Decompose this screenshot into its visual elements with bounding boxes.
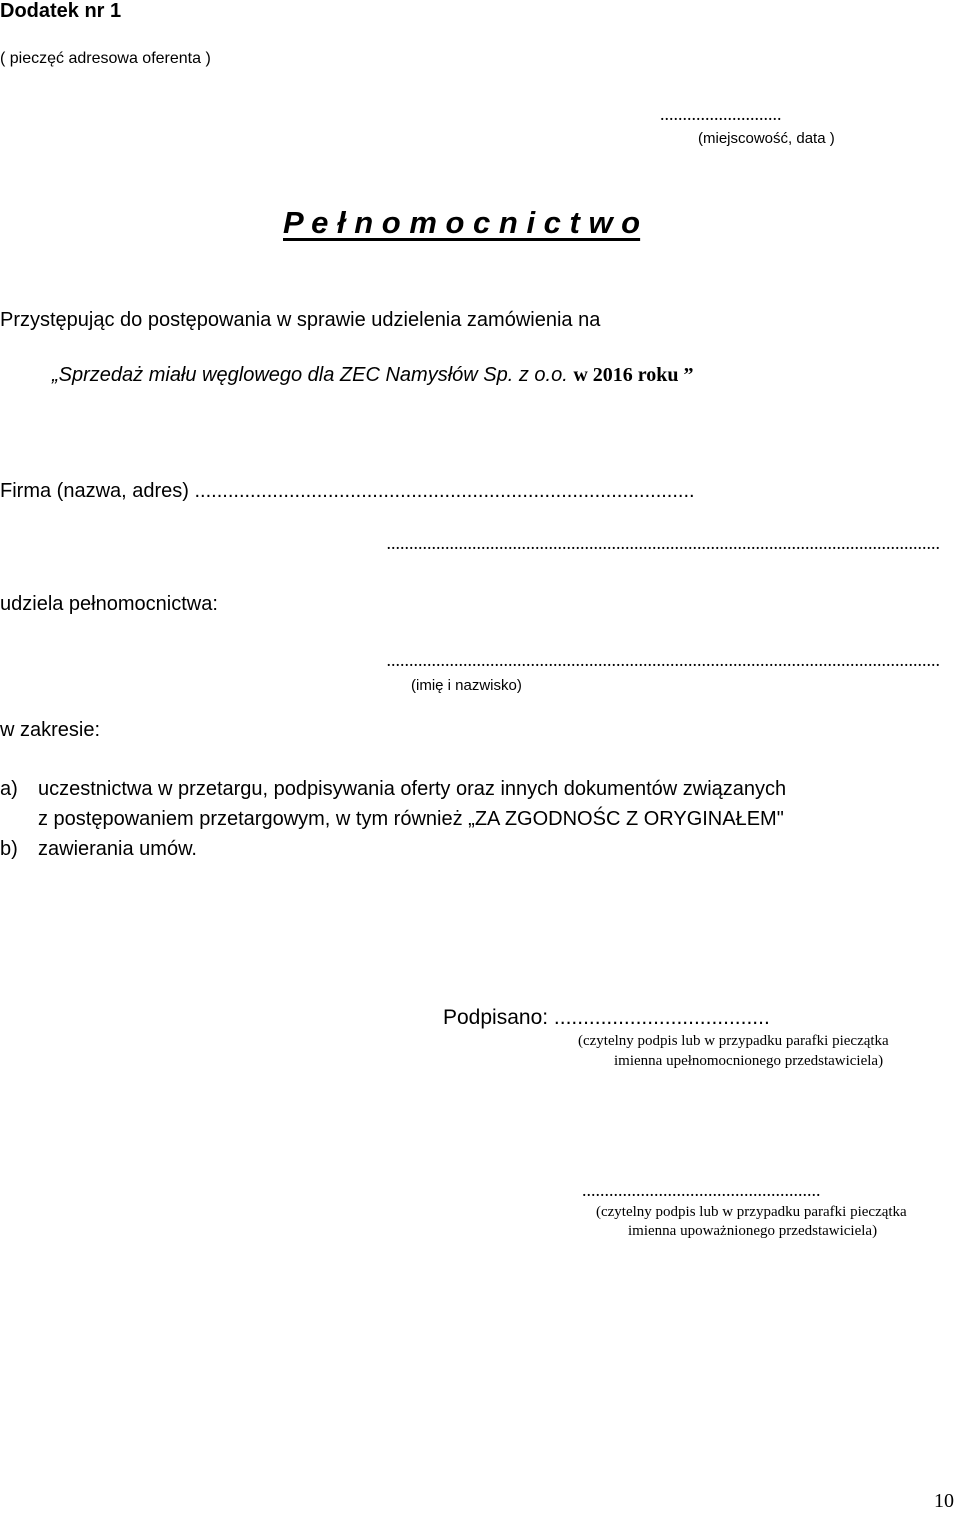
scope-item-a: [0, 778, 786, 801]
intro-text: Przystępując do postępowania w sprawie udzielenia zamówienia na: [0, 309, 601, 331]
scope-item-a-text: uczestnictwa w przetargu, podpisywania oferty oraz innych dokumentów związanych: [38, 778, 787, 800]
scope-item-b: [0, 838, 197, 861]
stamp-note: ( pieczęć adresowa oferenta ): [0, 50, 211, 67]
signature-field-2: .....................................................: [582, 1180, 821, 1200]
subject-text: „Sprzedaż miału węglowego dla ZEC Namysłów Sp. z o.o.: [52, 364, 574, 386]
firm-field-continuation: ...........................................................................................................................: [386, 533, 940, 553]
place-date-field: ...........................: [660, 104, 782, 124]
scope-label: w zakresie:: [0, 719, 101, 741]
signature-field-1: Podpisano: .....................................: [443, 1006, 770, 1029]
scope-item-a-text-continuation: z postępowaniem przetargowym, w tym również „ZA ZGODNOŚC Z ORYGINAŁEM": [38, 808, 784, 830]
grant-label: udziela pełnomocnictwa:: [0, 593, 218, 615]
signature-1-note-line-2: imienna upełnomocnionego przedstawiciela): [614, 1053, 884, 1069]
subject-year: w 2016 roku ”: [573, 364, 694, 386]
firm-field: Firma (nazwa, adres) ..........................................................................................: [0, 480, 695, 502]
place-date-label: (miejscowość, data ): [698, 130, 835, 147]
scope-item-a-letter: a): [0, 778, 18, 800]
attorney-name-field: ...........................................................................................................................: [386, 650, 940, 670]
attorney-name-label: (imię i nazwisko): [411, 677, 522, 694]
scope-item-b-text: zawierania umów.: [38, 838, 197, 860]
signature-2-note-line-1: (czytelny podpis lub w przypadku parafki pieczątka: [596, 1204, 907, 1220]
page-number: 10: [934, 1490, 954, 1512]
document-title: P e ł n o m o c n i c t w o: [283, 205, 641, 240]
scope-item-b-letter: b): [0, 838, 18, 860]
signature-1-note-line-1: (czytelny podpis lub w przypadku parafki pieczątka: [578, 1033, 889, 1049]
procurement-subject: [52, 364, 694, 387]
signature-2-note-line-2: imienna upoważnionego przedstawiciela): [628, 1223, 878, 1239]
annex-title: Dodatek nr 1: [0, 0, 122, 22]
